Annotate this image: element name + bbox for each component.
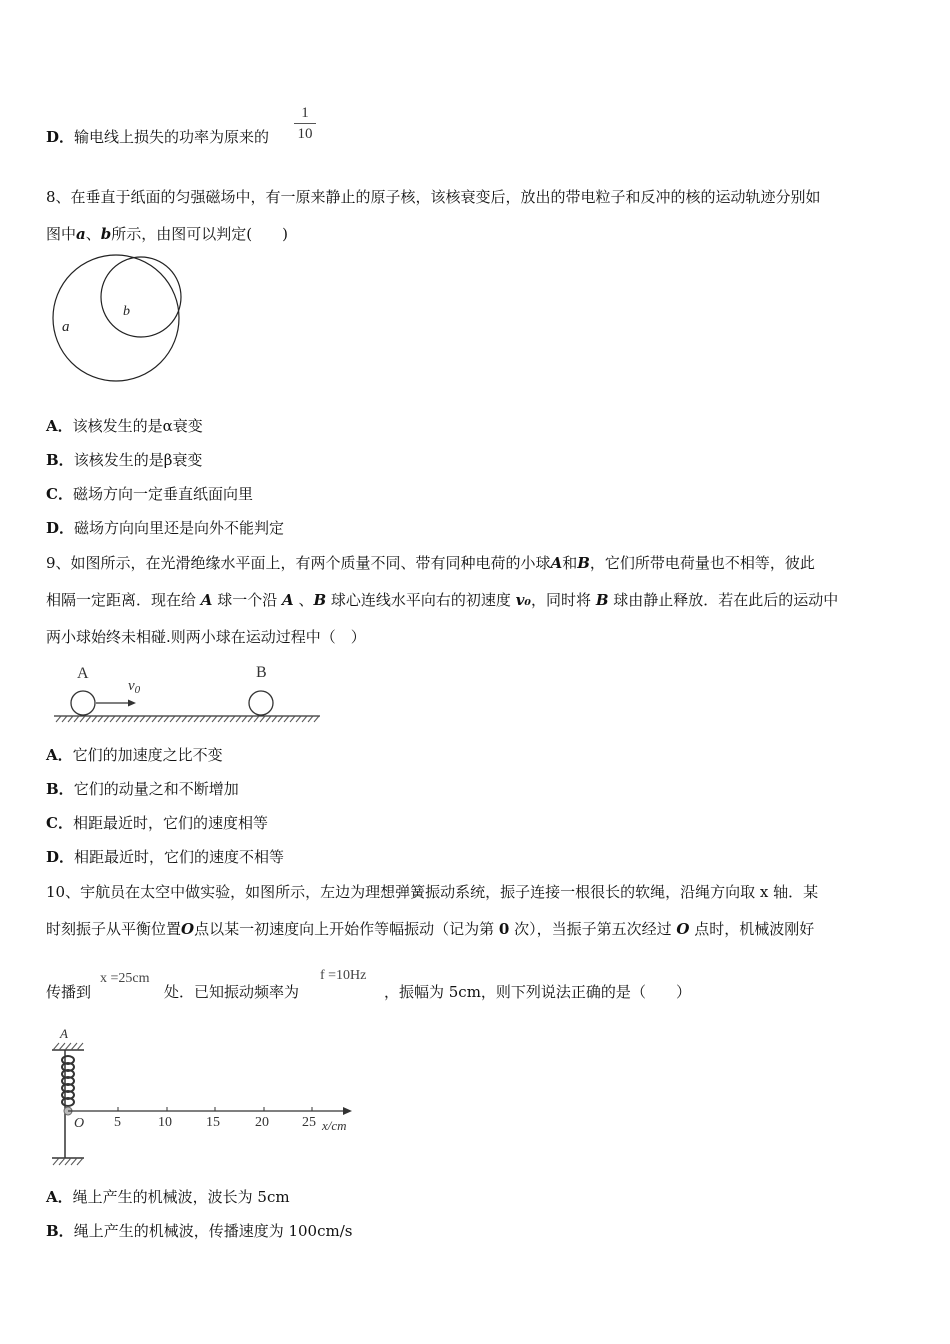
ball-a-label: A [550, 554, 563, 572]
ground-hatching [56, 716, 319, 722]
tick-label-20: 20 [255, 1115, 269, 1130]
q9-stem-line3: 两小球始终未相碰.则两小球在运动过程中（ ） [46, 628, 366, 646]
option-text: 相距最近时，它们的速度相等 [72, 814, 268, 832]
option-text: 绳上产生的机械波，传播速度为 100cm/s [73, 1222, 353, 1240]
figure-label-b: B [256, 664, 267, 681]
option-label: A． [46, 1188, 73, 1206]
option-label: C． [46, 814, 73, 832]
figure-label-v0: $v_0$ [128, 678, 141, 696]
q10-stem-line3-mid: 处．已知振动频率为 [164, 983, 300, 1001]
point-a-label: A [60, 1026, 68, 1041]
top-hatching [53, 1043, 83, 1050]
option-text: 该核发生的是α衰变 [72, 417, 203, 435]
q9-option-b[interactable] [46, 779, 239, 799]
stem-text: 、 [298, 591, 314, 609]
ball-b-label: B [577, 554, 590, 572]
axis-label: x/cm [322, 1118, 347, 1133]
q9-stem-line1 [46, 553, 815, 573]
q8-option-c[interactable] [46, 484, 253, 504]
option-label: B． [46, 451, 74, 469]
label-b: b [100, 225, 112, 243]
option-text: 该核发生的是β衰变 [73, 451, 203, 469]
q9-option-a[interactable] [46, 745, 223, 765]
fraction-one-tenth [294, 103, 316, 144]
stem-text: ，它们所带电荷量也不相等，彼此 [589, 554, 815, 572]
q10-stem-line2 [46, 919, 814, 939]
q10-option-a[interactable] [46, 1187, 290, 1207]
stem-text: 所示，由图可以判定( ) [111, 225, 288, 243]
option-text: 输电线上损失的功率为原来的 [74, 128, 270, 146]
q8-option-a[interactable] [46, 416, 203, 436]
separator: 、 [85, 225, 101, 243]
q9-option-d[interactable] [46, 847, 284, 867]
q8-stem-line1: 8、在垂直于纸面的匀强磁场中，有一原来静止的原子核，该核衰变后，放出的带电粒子和反冲的核的运动轨迹分别如 [46, 188, 821, 206]
option-label: D． [46, 848, 75, 866]
option-text: 磁场方向向里还是向外不能判定 [74, 519, 285, 537]
origin-label: O [74, 1116, 85, 1131]
q8-option-d[interactable] [46, 518, 284, 538]
bottom-hatching [53, 1158, 83, 1165]
q10-stem-line3-pre: 传播到 [46, 983, 92, 1001]
fraction-numerator: 1 [294, 103, 316, 124]
ball-a-label: A [282, 591, 294, 609]
spring [62, 1056, 74, 1106]
point-o-label: O [676, 920, 690, 938]
q10-option-b[interactable] [46, 1221, 352, 1241]
q10-spring-rope-figure [48, 1026, 360, 1172]
stem-text: 相隔一定距离．现在给 [46, 591, 197, 609]
stem-text: 球由静止释放．若在此后的运动中 [613, 591, 839, 609]
ball-a-label: A [200, 591, 213, 609]
q7-option-d[interactable] [46, 127, 269, 147]
tick-label-10: 10 [158, 1115, 172, 1130]
option-label: B． [46, 1222, 74, 1240]
stem-text: 和 [562, 554, 578, 572]
q8-stem-line2 [46, 224, 288, 244]
v0-label: v₀ [515, 591, 532, 609]
formula-x-25cm: x =25cm [100, 971, 150, 986]
q8-option-b[interactable] [46, 450, 202, 470]
tick-label-15: 15 [206, 1115, 220, 1130]
point-o-label: O [181, 920, 195, 938]
stem-text: 球一个沿 [217, 591, 278, 609]
stem-text: 球心连线水平向右的初速度 [330, 591, 511, 609]
count-zero: 0 [498, 920, 510, 938]
x-axis-arrow [343, 1107, 352, 1115]
trajectory-label-a: a [62, 319, 70, 335]
stem-text: 点时，机械波刚好 [694, 920, 815, 938]
q9-balls-figure [50, 660, 322, 728]
formula-f-10hz: f =10Hz [320, 968, 367, 983]
ball-b-label: B [313, 591, 327, 609]
stem-text: 图中 [46, 225, 77, 243]
stem-text: 点以某一初速度向上开始作等幅振动（记为第 [194, 920, 495, 938]
option-label: B． [46, 780, 74, 798]
stem-text: ，同时将 [531, 591, 592, 609]
option-text: 它们的动量之和不断增加 [73, 780, 239, 798]
trajectory-label-b: b [123, 304, 130, 319]
stem-text: 次），当振子第五次经过 [514, 920, 672, 938]
option-label: A． [46, 417, 73, 435]
q9-stem-line2 [46, 590, 838, 610]
q8-trajectory-figure [46, 254, 191, 386]
ball-a [71, 691, 95, 715]
option-text: 相距最近时，它们的速度不相等 [74, 848, 285, 866]
tick-label-25: 25 [302, 1115, 316, 1130]
stem-text: 时刻振子从平衡位置 [46, 920, 182, 938]
tick-label-5: 5 [114, 1115, 121, 1130]
label-a: a [76, 225, 86, 243]
option-label: C． [46, 485, 73, 503]
fraction-denominator: 10 [297, 126, 313, 142]
ball-b-label: B [595, 591, 609, 609]
q9-option-c[interactable] [46, 813, 268, 833]
option-text: 绳上产生的机械波，波长为 5cm [72, 1188, 290, 1206]
figure-label-a: A [77, 665, 89, 682]
q10-stem-line3-post: ，振幅为 5cm，则下列说法正确的是（ ） [384, 983, 691, 1001]
trajectory-a [53, 255, 179, 381]
ball-b [249, 691, 273, 715]
q10-stem-line1: 10、宇航员在太空中做实验，如图所示，左边为理想弹簧振动系统，振子连接一根很长的软绳，沿绳方向取 x 轴．某 [46, 883, 819, 901]
option-text: 它们的加速度之比不变 [72, 746, 223, 764]
trajectory-b [101, 257, 181, 337]
velocity-arrow-head [128, 700, 136, 707]
option-label: D． [46, 519, 75, 537]
option-text: 磁场方向一定垂直纸面向里 [72, 485, 253, 503]
stem-text: 9、如图所示，在光滑绝缘水平面上，有两个质量不同、带有同种电荷的小球 [46, 554, 551, 572]
option-label: D． [46, 128, 75, 146]
option-label: A． [46, 746, 73, 764]
